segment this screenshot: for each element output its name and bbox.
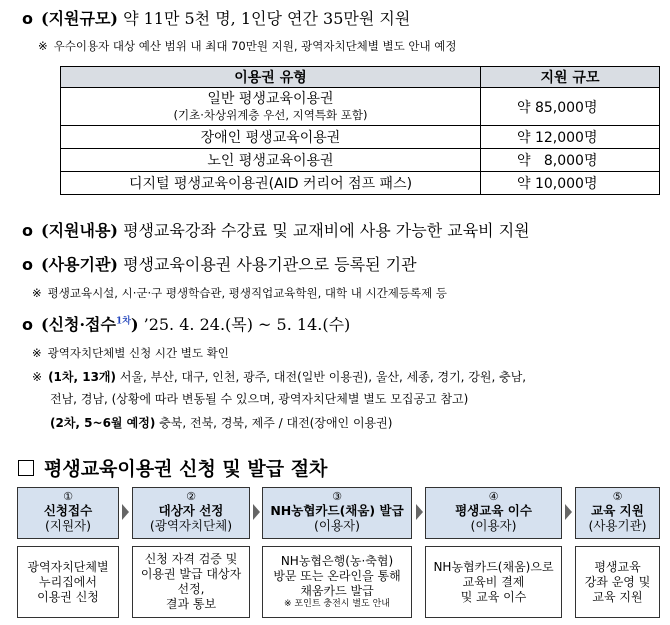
table-row — [61, 172, 660, 195]
institution-note: ※ 평생교육시설, 시·군·구 평생학습관, 평생직업교육학원, 대학 내 시간제등록제 등 — [32, 286, 447, 300]
step-3: ③ NH농협카드(채움) 발급 (이용자) — [262, 487, 412, 539]
application-line: o (신청·접수$^{1차}$) ’25. 4. 24.(목) ~ 5. 14.(수) — [22, 315, 351, 334]
voucher-scale: 약 10,000명 — [481, 172, 660, 195]
voucher-type: 디지털 평생교육이용권(AID 커리어 점프 패스) — [61, 172, 481, 195]
support-scale-label: (지원규모) — [41, 9, 118, 28]
table-header-scale: 지원 규모 — [481, 67, 660, 88]
voucher-type: 장애인 평생교육이용권 — [61, 126, 481, 149]
procedure-title: 평생교육이용권 신청 및 발급 절차 — [18, 454, 327, 481]
support-content-label: (지원내용) — [41, 221, 118, 240]
step-2: ② 대상자 선정 (광역자치단체) — [132, 487, 250, 539]
table-row — [61, 149, 660, 172]
application-label: (신청·접수$^{1차}$) — [41, 315, 139, 334]
step-3-note: ※ 포인트 충전시 별도 안내 — [284, 599, 390, 609]
arrow-right-icon — [253, 504, 260, 520]
application-sup: 1차 — [115, 316, 131, 327]
institution-label: (사용기관) — [41, 255, 118, 274]
table-row — [61, 126, 660, 149]
table-header-type: 이용권 유형 — [61, 67, 481, 88]
step-1-desc: 광역자치단체별 누리집에서 이용권 신청 — [17, 546, 119, 618]
table-row — [61, 88, 660, 126]
institution-line: o (사용기관) 평생교육이용권 사용기관으로 등록된 기관 — [22, 255, 417, 274]
step-5: ⑤ 교육 지원 (사용기관) — [575, 487, 660, 539]
arrow-right-icon — [565, 504, 572, 520]
support-scale-line — [22, 6, 410, 29]
voucher-scale: 약 8,000명 — [481, 149, 660, 172]
support-scale-note: ※ 우수이용자 대상 예산 범위 내 최대 70만원 지원, 광역자치단체별 별도 안내 예정 — [38, 39, 457, 53]
arrow-right-icon — [416, 504, 423, 520]
step-3-desc: NH농협은행(농·축협) 방문 또는 온라인을 통해 채움카드 발급 ※ 포인트 충전시 별도 안내 — [262, 546, 412, 618]
voucher-scale: 약 85,000명 — [481, 88, 660, 126]
voucher-sub: (기초·차상위계층 우선, 지역특화 포함) — [173, 108, 368, 122]
voucher-table — [60, 66, 660, 195]
square-icon — [18, 460, 34, 476]
step-1: ① 신청접수 (지원자) — [17, 487, 119, 539]
step-2-desc: 신청 자격 검증 및 이용권 발급 대상자 선정, 결과 통보 — [132, 546, 250, 618]
application-note-3: (2차, 5~6월 예정) 충북, 전북, 경북, 제주 / 대전(장애인 이용권) — [50, 416, 393, 430]
bullet: o — [22, 9, 33, 28]
application-note-2: ※ (1차, 13개) 서울, 부산, 대구, 인천, 광주, 대전(일반 이용권), 울산, 세종, 경기, 강원, 충남, — [32, 370, 527, 384]
step-4-desc: NH농협카드(채움)으로 교육비 결제 및 교육 이수 — [425, 546, 562, 618]
voucher-type: 일반 평생교육이용권 — [207, 91, 334, 107]
step-4: ④ 평생교육 이수 (이용자) — [425, 487, 562, 539]
voucher-scale: 약 12,000명 — [481, 126, 660, 149]
support-scale-text: 약 11만 5천 명, 1인당 연간 35만원 지원 — [123, 9, 411, 28]
institution-text: 평생교육이용권 사용기관으로 등록된 기관 — [123, 255, 417, 274]
support-content-line: o (지원내용) 평생교육강좌 수강료 및 교재비에 사용 가능한 교육비 지원 — [22, 221, 530, 240]
step-5-desc: 평생교육 강좌 운영 및 교육 지원 — [575, 546, 660, 618]
application-note-1: ※ 광역자치단체별 신청 시간 별도 확인 — [32, 346, 229, 360]
application-period: ’25. 4. 24.(목) ~ 5. 14.(수) — [143, 315, 351, 334]
voucher-type: 노인 평생교육이용권 — [61, 149, 481, 172]
arrow-right-icon — [122, 504, 129, 520]
support-content-text: 평생교육강좌 수강료 및 교재비에 사용 가능한 교육비 지원 — [123, 221, 530, 240]
application-note-2-cont: 전남, 경남, (상황에 따라 변동될 수 있으며, 광역자치단체별 별도 모집공고 참고) — [50, 392, 469, 406]
